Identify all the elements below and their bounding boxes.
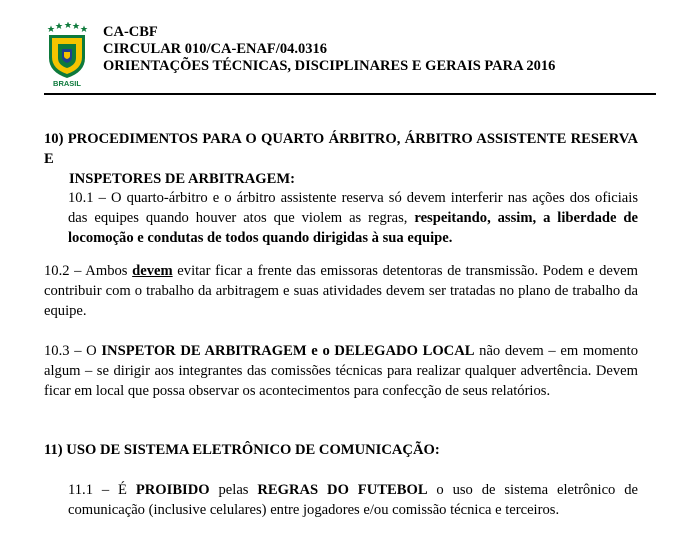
header-org: CA-CBF: [103, 24, 158, 40]
cbf-crest-logo: [44, 22, 90, 88]
header-circular-number: CIRCULAR 010/CA-ENAF/04.0316: [103, 41, 327, 57]
paragraph-10-1: [68, 189, 638, 248]
paragraph-10-1-bold: respeitando, assim, a liberdade de locomoção e condutas de todos quando dirigidas à sua equipe.: [68, 209, 638, 246]
paragraph-10-3: [44, 342, 638, 401]
section-10-title-line2: INSPETORES DE ARBITRAGEM:: [69, 171, 295, 187]
document-header: [0, 0, 694, 96]
paragraph-11-1-mid: pelas: [209, 482, 258, 498]
header-subject: ORIENTAÇÕES TÉCNICAS, DISCIPLINARES E GERAIS PARA 2016: [103, 58, 556, 74]
paragraph-10-2-prefix: 10.2 – Ambos: [44, 263, 133, 279]
paragraph-11-1-bold-proibido: PROIBIDO: [135, 482, 210, 498]
logo-caption: BRASIL: [53, 79, 81, 88]
paragraph-11-1-bold-regras: REGRAS DO FUTEBOL: [257, 482, 428, 498]
header-divider: [44, 93, 656, 95]
paragraph-11-1-prefix: 11.1 – É: [68, 482, 136, 498]
section-10-heading: [44, 129, 638, 189]
paragraph-10-2-rest: evitar ficar a frente das emissoras detentoras de transmissão. Podem e devem contribuir com o trabalho da arbitragem e suas atividades devem ser tratadas no plano de trabalho da equipe.: [44, 263, 639, 319]
section-10-title-line1: 10) PROCEDIMENTOS PARA O QUARTO ÁRBITRO, ÁRBITRO ASSISTENTE RESERVA E: [44, 131, 638, 167]
paragraph-10-3-bold: INSPETOR DE ARBITRAGEM e o DELEGADO LOCAL: [101, 343, 475, 359]
paragraph-10-2: [44, 262, 638, 321]
paragraph-10-3-rest: não devem – em momento algum – se dirigir aos integrantes das comissões técnicas para realizar qualquer advertência. Devem ficar em local que possa observar os acontecimentos para confecção de seus relatórios.: [44, 343, 638, 399]
header-text-block: [103, 24, 555, 75]
paragraph-10-1-text: 10.1 – O quarto-árbitro e o árbitro assistente reserva só devem interferir nas ações dos oficiais das equipes quando houver atos que violem as regras,: [68, 190, 638, 226]
section-11-heading: 11) USO DE SISTEMA ELETRÔNICO DE COMUNICAÇÃO:: [44, 442, 440, 458]
paragraph-10-3-prefix: 10.3 – O: [44, 343, 102, 359]
paragraph-11-1-rest: o uso de sistema eletrônico de comunicação (inclusive celulares) entre jogadores e/ou comissão técnica e terceiros.: [68, 482, 638, 518]
paragraph-10-2-emphasis: devem: [132, 263, 173, 279]
paragraph-11-1: [68, 481, 638, 521]
